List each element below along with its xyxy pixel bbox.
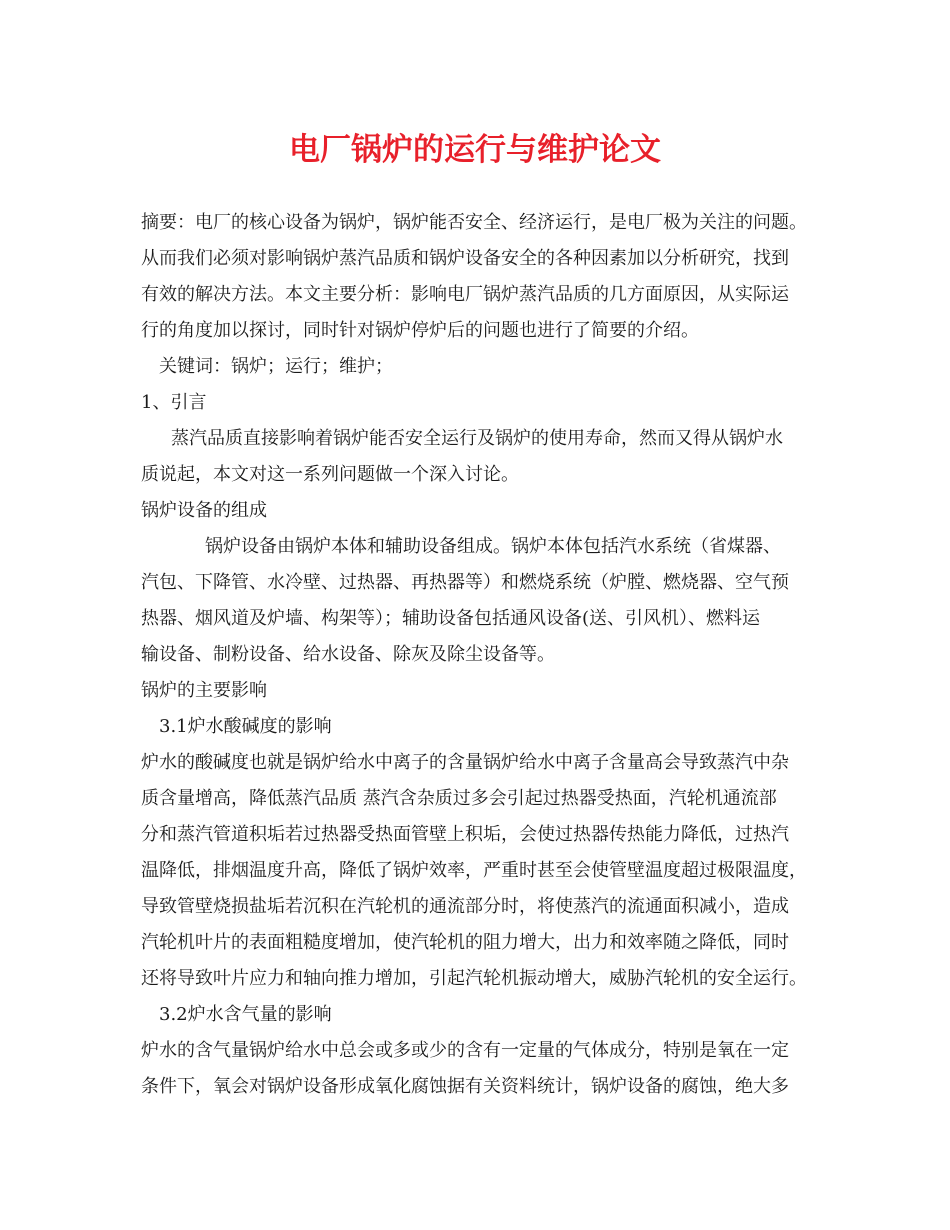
paragraph-line: 炉水的酸碱度也就是锅炉给水中离子的含量锅炉给水中离子含量高会导致蒸汽中杂 [141, 752, 789, 773]
paragraph-line: 输设备、制粉设备、给水设备、除灰及除尘设备等。 [141, 644, 555, 665]
abstract-line: 有效的解决方法。本文主要分析：影响电厂锅炉蒸汽品质的几方面原因，从实际运 [141, 284, 789, 305]
paragraph-line: 条件下，氧会对锅炉设备形成氧化腐蚀据有关资料统计，锅炉设备的腐蚀，绝大多 [141, 1076, 789, 1097]
section-heading-composition: 锅炉设备的组成 [141, 500, 267, 521]
paragraph-line: 还将导致叶片应力和轴向推力增加，引起汽轮机振动增大，威胁汽轮机的安全运行。 [141, 968, 807, 989]
paragraph-line: 质说起，本文对这一系列问题做一个深入讨论。 [141, 464, 519, 485]
paragraph-line: 锅炉设备由锅炉本体和辅助设备组成。锅炉本体包括汽水系统（省煤器、 [205, 536, 781, 557]
paragraph-line: 质含量增高，降低蒸汽品质 蒸汽含杂质过多会引起过热器受热面，汽轮机通流部 [141, 788, 777, 809]
section-heading-introduction: 1、引言 [141, 392, 207, 413]
paragraph-line: 蒸汽品质直接影响着锅炉能否安全运行及锅炉的使用寿命，然而又得从锅炉水 [171, 428, 783, 449]
paragraph-line: 炉水的含气量锅炉给水中总会或多或少的含有一定量的气体成分，特别是氧在一定 [141, 1040, 789, 1061]
abstract-line: 从而我们必须对影响锅炉蒸汽品质和锅炉设备安全的各种因素加以分析研究，找到 [141, 248, 789, 269]
paragraph-line: 热器、烟风道及炉墙、构架等）；辅助设备包括通风设备(送、引风机）、燃料运 [141, 608, 761, 629]
document-body [141, 205, 841, 1105]
paragraph-line: 汽轮机叶片的表面粗糙度增加，使汽轮机的阻力增大，出力和效率随之降低，同时 [141, 932, 789, 953]
paragraph-line: 温降低，排烟温度升高，降低了锅炉效率，严重时甚至会使管壁温度超过极限温度， [141, 860, 807, 881]
paragraph-line: 导致管壁烧损盐垢若沉积在汽轮机的通流部分时，将使蒸汽的流通面积减小，造成 [141, 896, 789, 917]
document-title: 电厂锅炉的运行与维护论文 [289, 132, 661, 168]
paragraph-line: 汽包、下降管、水冷壁、过热器、再热器等）和燃烧系统（炉膛、燃烧器、空气预 [141, 572, 789, 593]
abstract-line: 行的角度加以探讨，同时针对锅炉停炉后的问题也进行了简要的介绍。 [141, 320, 699, 341]
abstract-line: 摘要：电厂的核心设备为锅炉，锅炉能否安全、经济运行，是电厂极为关注的问题。 [141, 212, 807, 233]
subsection-heading-3-1: 3.1炉水酸碱度的影响 [159, 716, 332, 737]
section-heading-main-effects: 锅炉的主要影响 [141, 680, 267, 701]
paragraph-line: 分和蒸汽管道积垢若过热器受热面管壁上积垢，会使过热器传热能力降低，过热汽 [141, 824, 789, 845]
keywords-line: 关键词：锅炉；运行；维护； [159, 356, 393, 377]
subsection-heading-3-2: 3.2炉水含气量的影响 [159, 1004, 332, 1025]
